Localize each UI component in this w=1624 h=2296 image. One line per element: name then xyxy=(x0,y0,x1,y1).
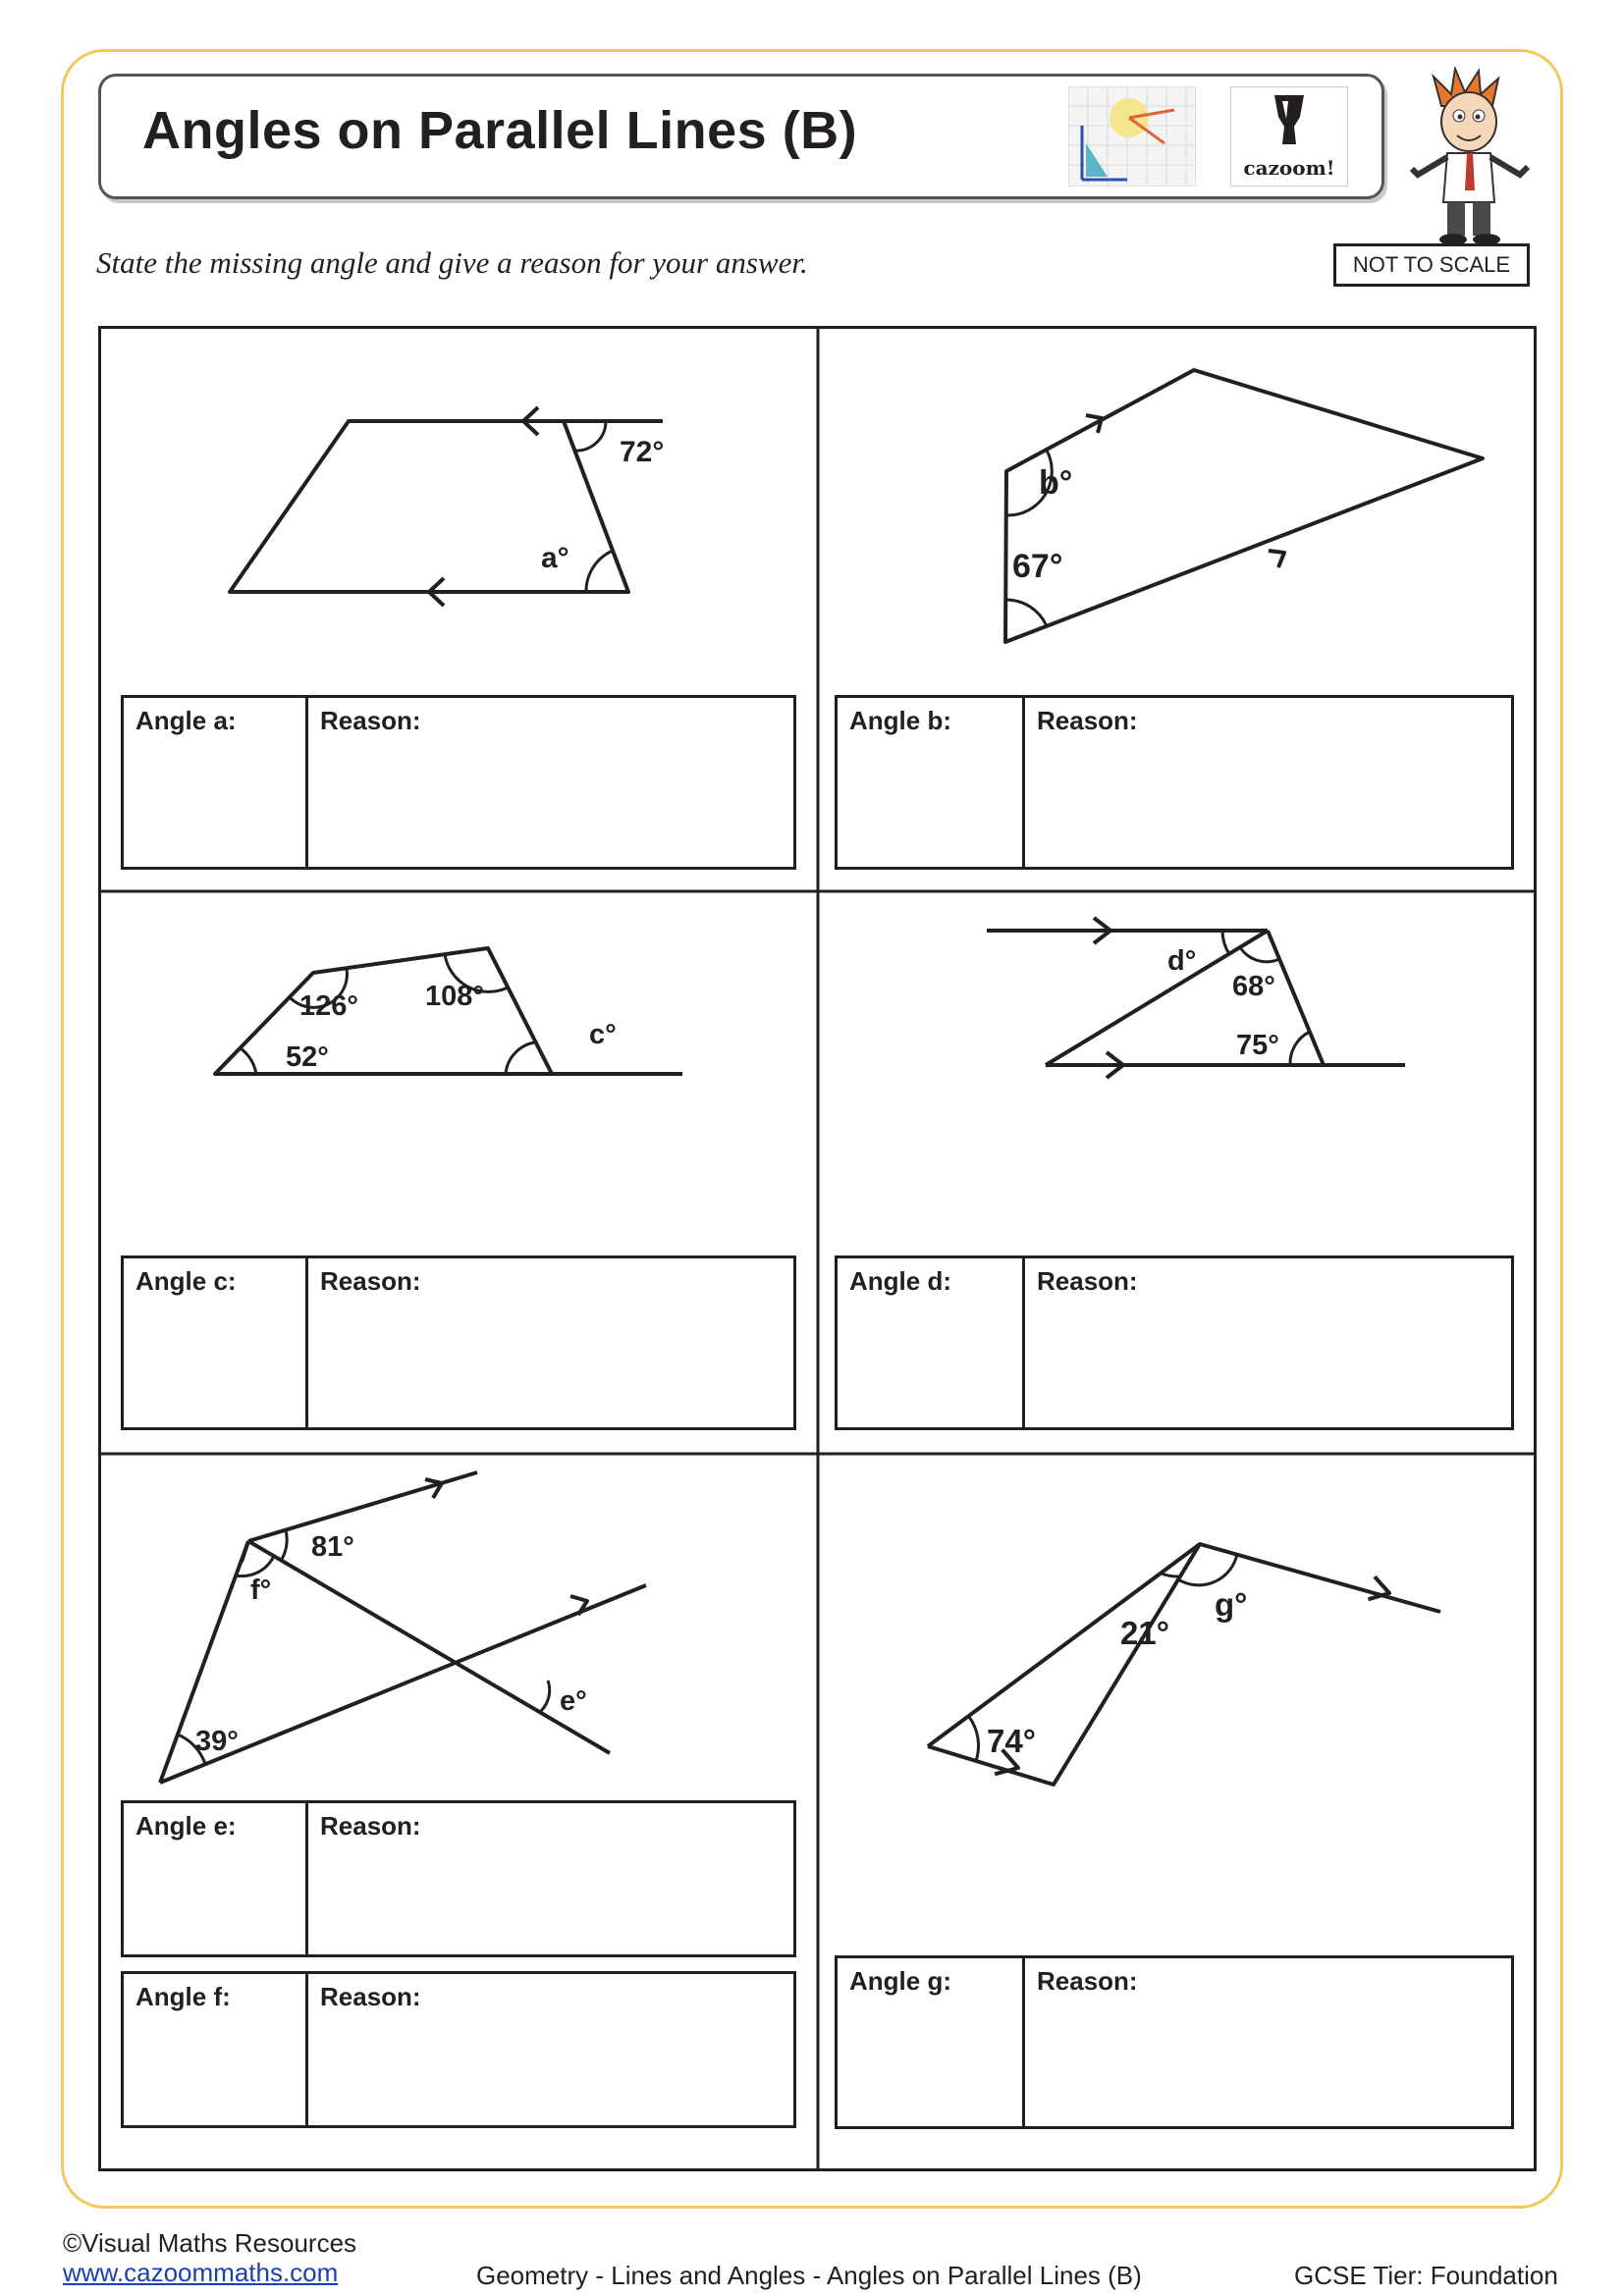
question-b xyxy=(818,329,1534,891)
answer-label-b: Angle b: xyxy=(849,706,951,735)
angle-label-g: g° xyxy=(1215,1586,1248,1623)
mascot-character-icon xyxy=(1404,67,1537,245)
angle-label-b: b° xyxy=(1039,464,1073,502)
angle-label-52: 52° xyxy=(286,1041,329,1073)
angle-label-a: a° xyxy=(541,542,569,574)
question-c xyxy=(101,891,818,1454)
angle-label-21: 21° xyxy=(1120,1615,1169,1651)
brand-name: cazoom! xyxy=(1243,156,1335,180)
question-a xyxy=(101,329,818,891)
footer-copyright: ©Visual Maths Resources xyxy=(63,2228,357,2258)
answer-label-e: Angle e: xyxy=(135,1811,237,1841)
angle-label-108: 108° xyxy=(425,981,484,1012)
reason-label-e: Reason: xyxy=(320,1811,421,1841)
answer-label-a: Angle a: xyxy=(135,706,237,735)
question-d xyxy=(818,891,1534,1454)
answer-box-divider xyxy=(1022,1258,1025,1427)
angle-label-f: f° xyxy=(250,1575,272,1606)
question-g xyxy=(818,1454,1534,2168)
footer-website-wrap xyxy=(63,2258,338,2288)
answer-label-d: Angle d: xyxy=(849,1266,951,1296)
reason-label-d: Reason: xyxy=(1037,1266,1138,1296)
page-title: Angles on Parallel Lines (B) xyxy=(142,101,858,160)
angle-label-39: 39° xyxy=(195,1726,239,1757)
question-e-f xyxy=(101,1454,818,2168)
angle-label-126: 126° xyxy=(299,990,358,1022)
reason-label-a: Reason: xyxy=(320,706,421,735)
answer-box-divider xyxy=(305,1258,308,1427)
answer-box-divider xyxy=(305,1803,308,1954)
answer-box-d xyxy=(835,1255,1514,1430)
footer-website-link[interactable]: www.cazoommaths.com xyxy=(63,2258,339,2287)
answer-box-divider xyxy=(305,1974,308,2125)
answer-label-c: Angle c: xyxy=(135,1266,237,1296)
angle-label-c: c° xyxy=(589,1019,617,1050)
angle-label-74: 74° xyxy=(987,1723,1036,1759)
answer-label-g: Angle g: xyxy=(849,1966,951,1996)
angle-label-81: 81° xyxy=(311,1531,354,1563)
reason-label-c: Reason: xyxy=(320,1266,421,1296)
footer-tier: GCSE Tier: Foundation xyxy=(1294,2261,1558,2290)
angle-label-67: 67° xyxy=(1012,548,1063,585)
angle-label-72: 72° xyxy=(620,436,665,468)
reason-label-g: Reason: xyxy=(1037,1966,1138,1996)
instruction-text: State the missing angle and give a reason for your answer. xyxy=(96,245,808,280)
angle-label-75: 75° xyxy=(1236,1030,1279,1061)
answer-box-divider xyxy=(1022,698,1025,867)
answer-box-divider xyxy=(305,698,308,867)
answer-label-f: Angle f: xyxy=(135,1982,231,2011)
question-grid xyxy=(98,326,1537,2171)
answer-box-b xyxy=(835,695,1514,870)
angle-label-68: 68° xyxy=(1232,971,1275,1002)
cazoom-logo xyxy=(1230,86,1348,187)
reason-label-b: Reason: xyxy=(1037,706,1138,735)
answer-box-g xyxy=(835,1955,1514,2129)
answer-box-e xyxy=(121,1800,796,1957)
footer-topic: Geometry - Lines and Angles - Angles on Parallel Lines (B) xyxy=(476,2261,1142,2290)
title-banner xyxy=(98,74,1384,199)
answer-box-c xyxy=(121,1255,796,1430)
answer-box-divider xyxy=(1022,1958,1025,2126)
not-to-scale-badge: NOT TO SCALE xyxy=(1333,243,1530,287)
answer-box-a xyxy=(121,695,796,870)
angles-logo-icon xyxy=(1068,86,1196,187)
answer-box-f xyxy=(121,1971,796,2128)
trophy-icon xyxy=(1231,87,1347,156)
reason-label-f: Reason: xyxy=(320,1982,421,2011)
angle-label-d: d° xyxy=(1167,945,1197,977)
angle-label-e: e° xyxy=(560,1685,587,1717)
